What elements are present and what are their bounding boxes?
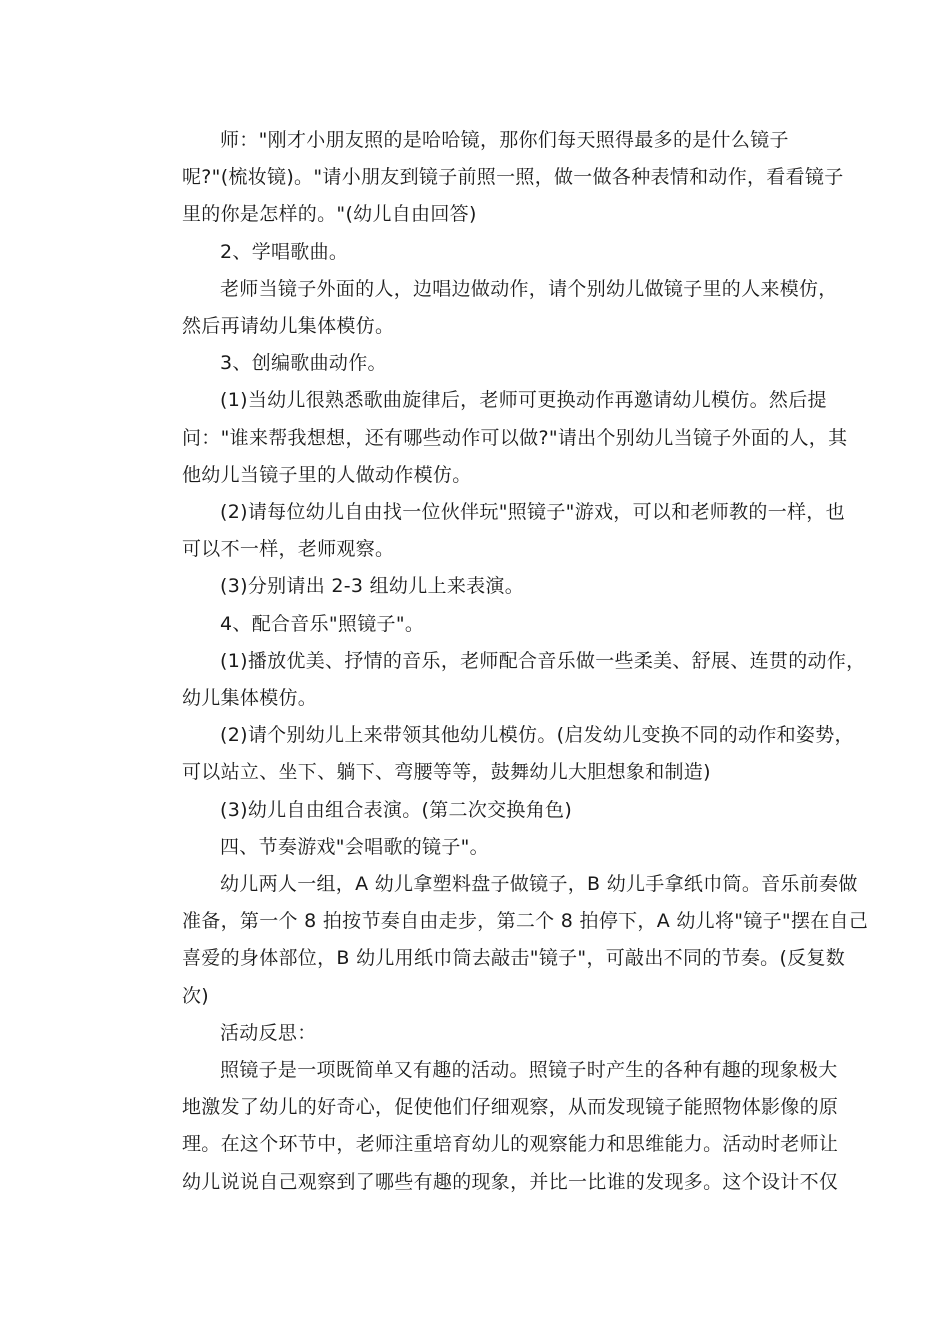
text-line: 老师当镜子外面的人，边唱边做动作，请个别幼儿做镜子里的人来模仿，	[220, 277, 838, 300]
text-line: 幼儿说说自己观察到了哪些有趣的现象，并比一比谁的发现多。这个设计不仅	[182, 1170, 839, 1193]
text-line: (2)请每位幼儿自由找一位伙伴玩"照镜子"游戏，可以和老师教的一样，也	[220, 501, 845, 524]
paragraph-music-step-2	[144, 717, 854, 791]
paragraph-step-1	[144, 382, 848, 494]
text-line: 3、创编歌曲动作。	[220, 352, 387, 375]
paragraph-rhythm-game	[144, 866, 869, 1015]
paragraph-step-3	[144, 568, 812, 605]
text-line: (2)请个别幼儿上来带领其他幼儿模仿。(启发幼儿变换不同的动作和姿势，	[220, 724, 854, 747]
text-line: 可以不一样，老师观察。	[182, 538, 395, 561]
text-line: 幼儿两人一组，A 幼儿拿塑料盘子做镜子，B 幼儿手拿纸巾筒。音乐前奏做	[220, 873, 858, 896]
text-line: 4、配合音乐"照镜子"。	[220, 612, 425, 635]
paragraph-teacher-demo	[144, 271, 838, 345]
section-heading-reflection	[144, 1015, 812, 1052]
paragraph-reflection	[144, 1052, 839, 1201]
paragraph-music-step-3	[144, 792, 812, 829]
text-line: 里的你是怎样的。"(幼儿自由回答)	[182, 203, 477, 226]
text-line: 理。在这个环节中，老师注重培育幼儿的观察能力和思维能力。活动时老师让	[182, 1133, 839, 1156]
text-line: 问："谁来帮我想想，还有哪些动作可以做?"请出个别幼儿当镜子外面的人，其	[182, 426, 848, 449]
text-line: 准备，第一个 8 拍按节奏自由走步，第二个 8 拍停下，A 幼儿将"镜子"摆在自己	[182, 910, 869, 933]
section-heading-music	[144, 606, 812, 643]
text-line: (1)当幼儿很熟悉歌曲旋律后，老师可更换动作再邀请幼儿模仿。然后提	[220, 389, 827, 412]
text-line: 次)	[182, 984, 210, 1007]
section-heading-rhythm-game	[144, 829, 812, 866]
text-line: 他幼儿当镜子里的人做动作模仿。	[182, 463, 472, 486]
text-line: 可以站立、坐下、躺下、弯腰等等，鼓舞幼儿大胆想象和制造)	[182, 761, 711, 784]
text-line: 呢?"(梳妆镜)。"请小朋友到镜子前照一照，做一做各种表情和动作，看看镜子	[182, 166, 844, 189]
text-line: 地激发了幼儿的好奇心，促使他们仔细观察，从而发现镜子能照物体影像的原	[182, 1096, 839, 1119]
text-line: (3)幼儿自由组合表演。(第二次交换角色)	[220, 798, 573, 821]
document-body	[144, 122, 869, 1201]
text-line: 2、学唱歌曲。	[220, 240, 349, 263]
text-line: 活动反思：	[220, 1021, 317, 1044]
text-line: (3)分别请出 2-3 组幼儿上来表演。	[220, 575, 525, 598]
paragraph-step-2	[144, 494, 845, 568]
section-heading-create-actions	[144, 345, 812, 382]
paragraph-teacher-question	[144, 122, 844, 234]
text-line: 照镜子是一项既简单又有趣的活动。照镜子时产生的各种有趣的现象极大	[220, 1059, 838, 1082]
text-line: 幼儿集体模仿。	[182, 687, 318, 710]
text-line: 师："刚才小朋友照的是哈哈镜，那你们每天照得最多的是什么镜子	[220, 129, 789, 151]
section-heading-learn-song	[144, 234, 812, 271]
text-line: 然后再请幼儿集体模仿。	[182, 315, 395, 338]
text-line: 四、节奏游戏"会唱歌的镜子"。	[220, 835, 489, 858]
text-line: 喜爱的身体部位，B 幼儿用纸巾筒去敲击"镜子"，可敲出不同的节奏。(反复数	[182, 947, 846, 970]
paragraph-music-step-1	[144, 643, 866, 717]
text-line: (1)播放优美、抒情的音乐，老师配合音乐做一些柔美、舒展、连贯的动作，	[220, 649, 866, 672]
